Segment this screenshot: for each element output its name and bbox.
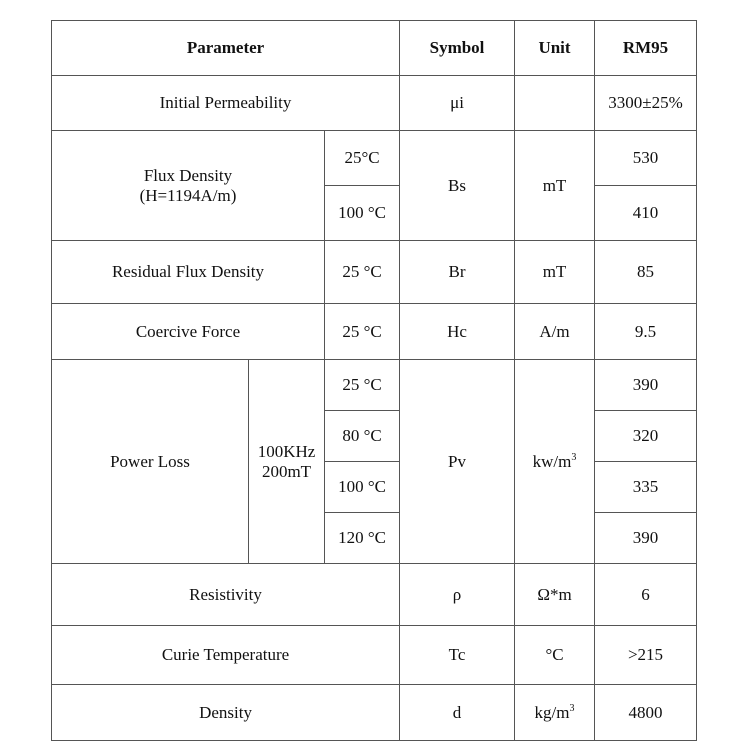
param-name: Residual Flux Density	[52, 241, 325, 304]
value-cell: 320	[595, 411, 697, 462]
unit-cell: A/m	[515, 304, 595, 360]
header-unit: Unit	[515, 21, 595, 76]
table-row	[52, 76, 697, 131]
param-name: Curie Temperature	[52, 626, 400, 685]
param-name: Initial Permeability	[52, 76, 400, 131]
unit-cell	[515, 76, 595, 131]
unit-cell: °C	[515, 626, 595, 685]
param-condition: (H=1194A/m)	[139, 185, 237, 205]
temp-cell: 100 °C	[325, 462, 400, 513]
header-symbol: Symbol	[400, 21, 515, 76]
param-name: Density	[52, 685, 400, 741]
value-cell: 335	[595, 462, 697, 513]
table-row	[52, 131, 697, 186]
temp-cell: 80 °C	[325, 411, 400, 462]
param-condition	[249, 360, 325, 564]
unit-cell: mT	[515, 241, 595, 304]
unit-cell	[515, 360, 595, 564]
table-row	[52, 564, 697, 626]
temp-cell: 25 °C	[325, 304, 400, 360]
param-name: Coercive Force	[52, 304, 325, 360]
table-row	[52, 241, 697, 304]
unit-cell: Ω*m	[515, 564, 595, 626]
material-spec-table	[51, 20, 697, 741]
unit-base: kw/m	[532, 451, 572, 471]
unit-cell: mT	[515, 131, 595, 241]
unit-base: kg/m	[534, 702, 570, 722]
unit-exponent: 3	[569, 702, 575, 714]
temp-cell: 25 °C	[325, 360, 400, 411]
table-row	[52, 626, 697, 685]
symbol-cell: Pv	[400, 360, 515, 564]
header-row	[52, 21, 697, 76]
value-cell: 390	[595, 513, 697, 564]
symbol-cell: Br	[400, 241, 515, 304]
symbol-cell: μi	[400, 76, 515, 131]
symbol-cell: Tc	[400, 626, 515, 685]
table-row	[52, 304, 697, 360]
param-name: Resistivity	[52, 564, 400, 626]
table-row	[52, 360, 697, 411]
symbol-cell: d	[400, 685, 515, 741]
symbol-cell: Bs	[400, 131, 515, 241]
value-cell: 9.5	[595, 304, 697, 360]
value-cell: 530	[595, 131, 697, 186]
param-name: Power Loss	[52, 360, 249, 564]
param-label: Flux Density	[143, 165, 233, 185]
value-cell: 3300±25%	[595, 76, 697, 131]
value-cell: 85	[595, 241, 697, 304]
temp-cell: 25°C	[325, 131, 400, 186]
header-parameter: Parameter	[52, 21, 400, 76]
temp-cell: 120 °C	[325, 513, 400, 564]
value-cell: 390	[595, 360, 697, 411]
value-cell: 4800	[595, 685, 697, 741]
unit-cell	[515, 685, 595, 741]
symbol-cell: Hc	[400, 304, 515, 360]
table-row	[52, 685, 697, 741]
temp-cell: 25 °C	[325, 241, 400, 304]
param-name	[52, 131, 325, 241]
condition-flux: 200mT	[261, 461, 312, 481]
condition-frequency: 100KHz	[257, 441, 316, 461]
value-cell: 6	[595, 564, 697, 626]
header-grade: RM95	[595, 21, 697, 76]
symbol-cell: ρ	[400, 564, 515, 626]
unit-exponent: 3	[571, 451, 577, 463]
value-cell: >215	[595, 626, 697, 685]
temp-cell: 100 °C	[325, 186, 400, 241]
value-cell: 410	[595, 186, 697, 241]
